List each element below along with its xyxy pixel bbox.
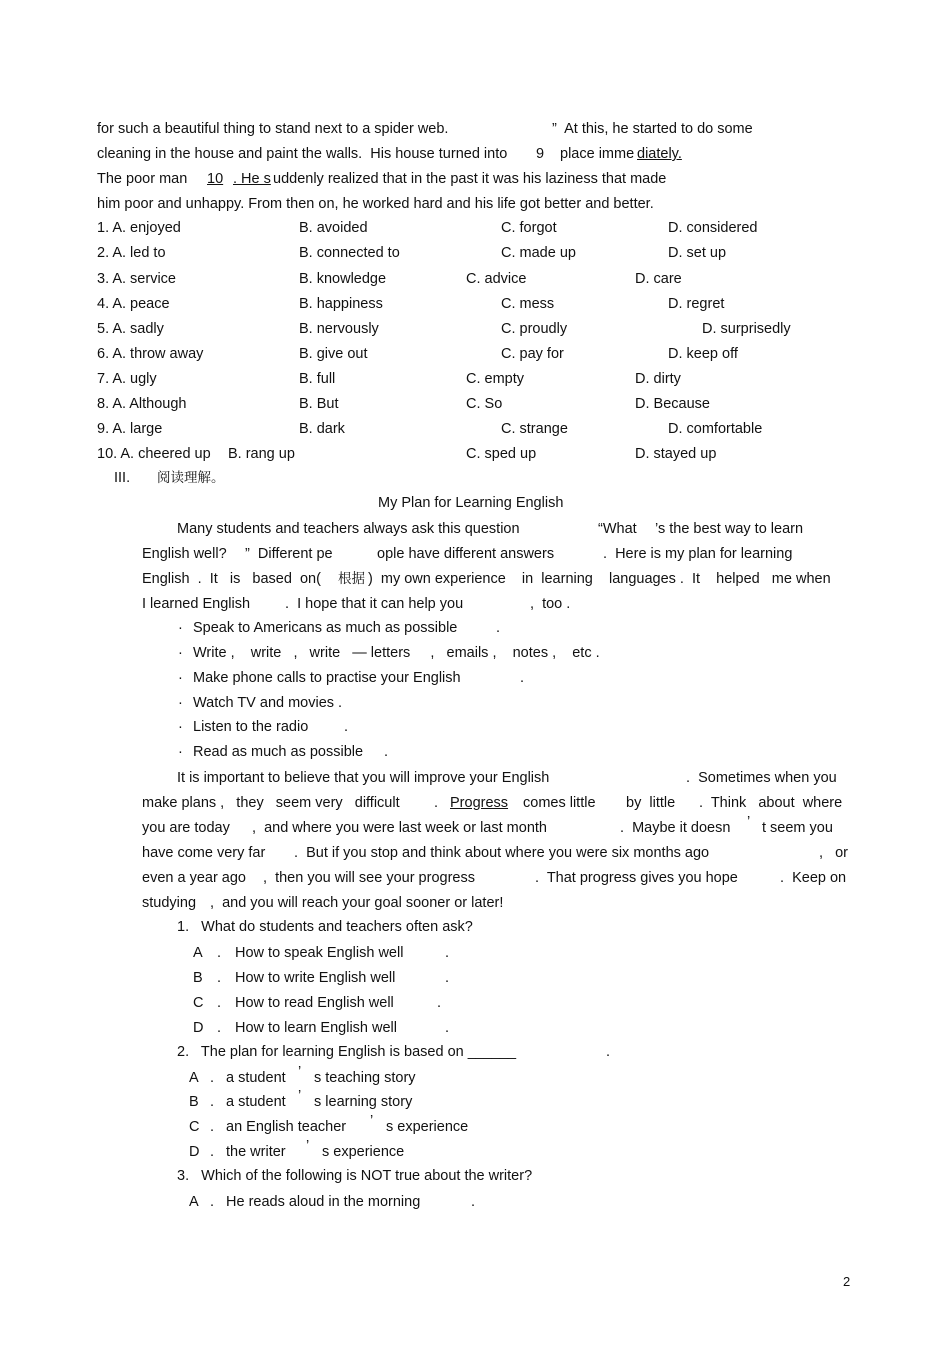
option-dot: .: [210, 1070, 215, 1086]
underlined-word: Progress: [450, 795, 509, 811]
option-d: D. considered: [668, 220, 758, 236]
list-item: .: [344, 719, 349, 735]
list-item: Write , write , write — letters , emails , notes , etc .: [193, 645, 600, 661]
option-c: C. So: [466, 396, 503, 412]
text-line: make plans , they seem very difficult: [142, 795, 400, 811]
option-d: D. care: [635, 271, 682, 287]
option-text: How to speak English well: [235, 945, 404, 961]
option-text: the writer: [226, 1144, 286, 1160]
option-dot: .: [217, 970, 222, 986]
option-text: How to read English well: [235, 995, 394, 1011]
text-line: for such a beautiful thing to stand next to a spider web.: [97, 121, 449, 137]
option-b: B. nervously: [299, 321, 379, 337]
passage-title: My Plan for Learning English: [378, 495, 564, 511]
option-text: a student: [226, 1094, 286, 1110]
option-dot: .: [217, 1020, 222, 1036]
bullet: ·: [178, 620, 183, 636]
option-d: D. set up: [668, 245, 727, 261]
text-line: ’s the best way to learn: [655, 521, 804, 537]
option-letter: C: [189, 1119, 200, 1135]
option-letter: A: [189, 1070, 199, 1086]
list-item: .: [520, 670, 525, 686]
option-a: 8. A. Although: [97, 396, 187, 412]
option-a: 9. A. large: [97, 421, 163, 437]
option-text: How to write English well: [235, 970, 396, 986]
text-line: . Think about where: [699, 795, 843, 811]
option-text: s teaching story: [314, 1070, 416, 1086]
text-line: The poor man: [97, 171, 188, 187]
section-number: III.: [114, 470, 131, 486]
text-line: . That progress gives you hope: [535, 870, 738, 886]
option-c: C. forgot: [501, 220, 557, 236]
option-a: 7. A. ugly: [97, 371, 157, 387]
text-line: English . It is based on(: [142, 571, 321, 587]
option-a: 3. A. service: [97, 271, 176, 287]
text-line: . Sometimes when you: [686, 770, 837, 786]
option-dot: .: [210, 1094, 215, 1110]
text-line: It is important to believe that you will improve your English: [177, 770, 550, 786]
text-line: even a year ago: [142, 870, 246, 886]
option-dot: .: [210, 1119, 215, 1135]
text-line: ” Different pe: [245, 546, 333, 562]
option-d: D. keep off: [668, 346, 738, 362]
option-dot: .: [445, 945, 450, 961]
option-a: 4. A. peace: [97, 296, 170, 312]
apostrophe: ’: [298, 1064, 302, 1080]
bullet: ·: [178, 645, 183, 661]
text-line: . I hope that it can help you: [285, 596, 464, 612]
text-line: . But if you stop and think about where you were six months ago: [294, 845, 710, 861]
section-heading: 阅读理解。: [157, 470, 225, 486]
list-item: Watch TV and movies .: [193, 695, 343, 711]
text-line: , or: [819, 845, 849, 861]
bullet: ·: [178, 719, 183, 735]
text-line: him poor and unhappy. From then on, he worked hard and his life got better and better.: [97, 196, 654, 212]
text-line: ) my own experience in learning languages . It helped me when: [368, 571, 831, 587]
text-line: , too .: [530, 596, 571, 612]
text-line: , then you will see your progress: [263, 870, 475, 886]
option-text: How to learn English well: [235, 1020, 397, 1036]
question-stem: 1. What do students and teachers often ask?: [177, 919, 473, 935]
option-c: C. pay for: [501, 346, 564, 362]
blank-number: 9: [536, 146, 545, 162]
text-line: t seem you: [762, 820, 833, 836]
option-dot: .: [471, 1194, 476, 1210]
question-stem: 3. Which of the following is NOT true about the writer?: [177, 1168, 533, 1184]
option-b: B. avoided: [299, 220, 368, 236]
option-d: D. surprisedly: [702, 321, 791, 337]
text-line: Many students and teachers always ask this question: [177, 521, 520, 537]
option-c: C. made up: [501, 245, 576, 261]
option-letter: D: [193, 1020, 204, 1036]
option-c: C. empty: [466, 371, 525, 387]
option-dot: .: [217, 945, 222, 961]
text-line: . Keep on: [780, 870, 847, 886]
option-a: 6. A. throw away: [97, 346, 204, 362]
apostrophe: ’: [306, 1138, 310, 1154]
option-b: B. happiness: [299, 296, 383, 312]
option-b: B. dark: [299, 421, 345, 437]
text-line: uddenly realized that in the past it was his laziness that made: [273, 171, 667, 187]
apostrophe: ’: [298, 1088, 302, 1104]
option-a: 10. A. cheered up: [97, 446, 211, 462]
option-d: D. stayed up: [635, 446, 717, 462]
text-line: .: [434, 795, 439, 811]
option-b: B. knowledge: [299, 271, 387, 287]
option-dot: .: [210, 1194, 215, 1210]
option-letter: B: [189, 1094, 199, 1110]
option-c: C. strange: [501, 421, 568, 437]
text-line: , and where you were last week or last month: [252, 820, 547, 836]
option-letter: C: [193, 995, 204, 1011]
text-line: cleaning in the house and paint the walls. His house turned into: [97, 146, 508, 162]
option-b: B. full: [299, 371, 336, 387]
text-line: English well?: [142, 546, 227, 562]
text-line: . Here is my plan for learning: [603, 546, 793, 562]
text-line: . Maybe it doesn: [620, 820, 731, 836]
list-item: Make phone calls to practise your English: [193, 670, 461, 686]
option-dot: .: [606, 1044, 611, 1060]
text-line: you are today: [142, 820, 230, 836]
apostrophe: ’: [370, 1113, 374, 1129]
option-a: 1. A. enjoyed: [97, 220, 181, 236]
option-dot: .: [217, 995, 222, 1011]
option-c: C. sped up: [466, 446, 537, 462]
option-a: 2. A. led to: [97, 245, 166, 261]
option-b: B. connected to: [299, 245, 400, 261]
option-c: C. mess: [501, 296, 555, 312]
option-text: s experience: [322, 1144, 405, 1160]
text-line: place imme: [560, 146, 635, 162]
option-d: D. dirty: [635, 371, 681, 387]
bullet: ·: [178, 670, 183, 686]
option-d: D. regret: [668, 296, 725, 312]
text-line: , and you will reach your goal sooner or later!: [210, 895, 504, 911]
list-item: .: [384, 744, 389, 760]
option-letter: A: [193, 945, 203, 961]
list-item: Listen to the radio: [193, 719, 309, 735]
blank-number: 10: [207, 171, 224, 187]
option-d: D. Because: [635, 396, 710, 412]
option-d: D. comfortable: [668, 421, 763, 437]
option-dot: .: [210, 1144, 215, 1160]
bullet: ·: [178, 695, 183, 711]
option-letter: D: [189, 1144, 200, 1160]
question-stem: 2. The plan for learning English is based on ______: [177, 1044, 517, 1060]
text-line: “What: [598, 521, 637, 537]
option-text: He reads aloud in the morning: [226, 1194, 421, 1210]
option-c: C. advice: [466, 271, 527, 287]
text-line: diately.: [637, 146, 682, 162]
option-a: 5. A. sadly: [97, 321, 164, 337]
option-text: an English teacher: [226, 1119, 347, 1135]
list-item: Speak to Americans as much as possible: [193, 620, 458, 636]
text-line: ople have different answers: [377, 546, 555, 562]
option-b: B. rang up: [228, 446, 295, 462]
text-line: studying: [142, 895, 197, 911]
option-letter: B: [193, 970, 203, 986]
option-b: B. But: [299, 396, 339, 412]
option-b: B. give out: [299, 346, 368, 362]
page-number: 2: [843, 1274, 851, 1289]
text-line: by little: [626, 795, 676, 811]
text-line: . He s: [233, 171, 271, 187]
text-line: comes little: [523, 795, 596, 811]
option-text: s learning story: [314, 1094, 413, 1110]
text-line: I learned English: [142, 596, 251, 612]
option-c: C. proudly: [501, 321, 568, 337]
option-dot: .: [445, 970, 450, 986]
option-letter: A: [189, 1194, 199, 1210]
text-line: ” At this, he started to do some: [552, 121, 753, 137]
option-text: a student: [226, 1070, 286, 1086]
text-line: 根据: [338, 571, 365, 587]
option-text: s experience: [386, 1119, 469, 1135]
bullet: ·: [178, 744, 183, 760]
option-dot: .: [437, 995, 442, 1011]
list-item: .: [496, 620, 501, 636]
text-line: ’: [747, 814, 751, 830]
option-dot: .: [445, 1020, 450, 1036]
text-line: have come very far: [142, 845, 266, 861]
list-item: Read as much as possible: [193, 744, 364, 760]
